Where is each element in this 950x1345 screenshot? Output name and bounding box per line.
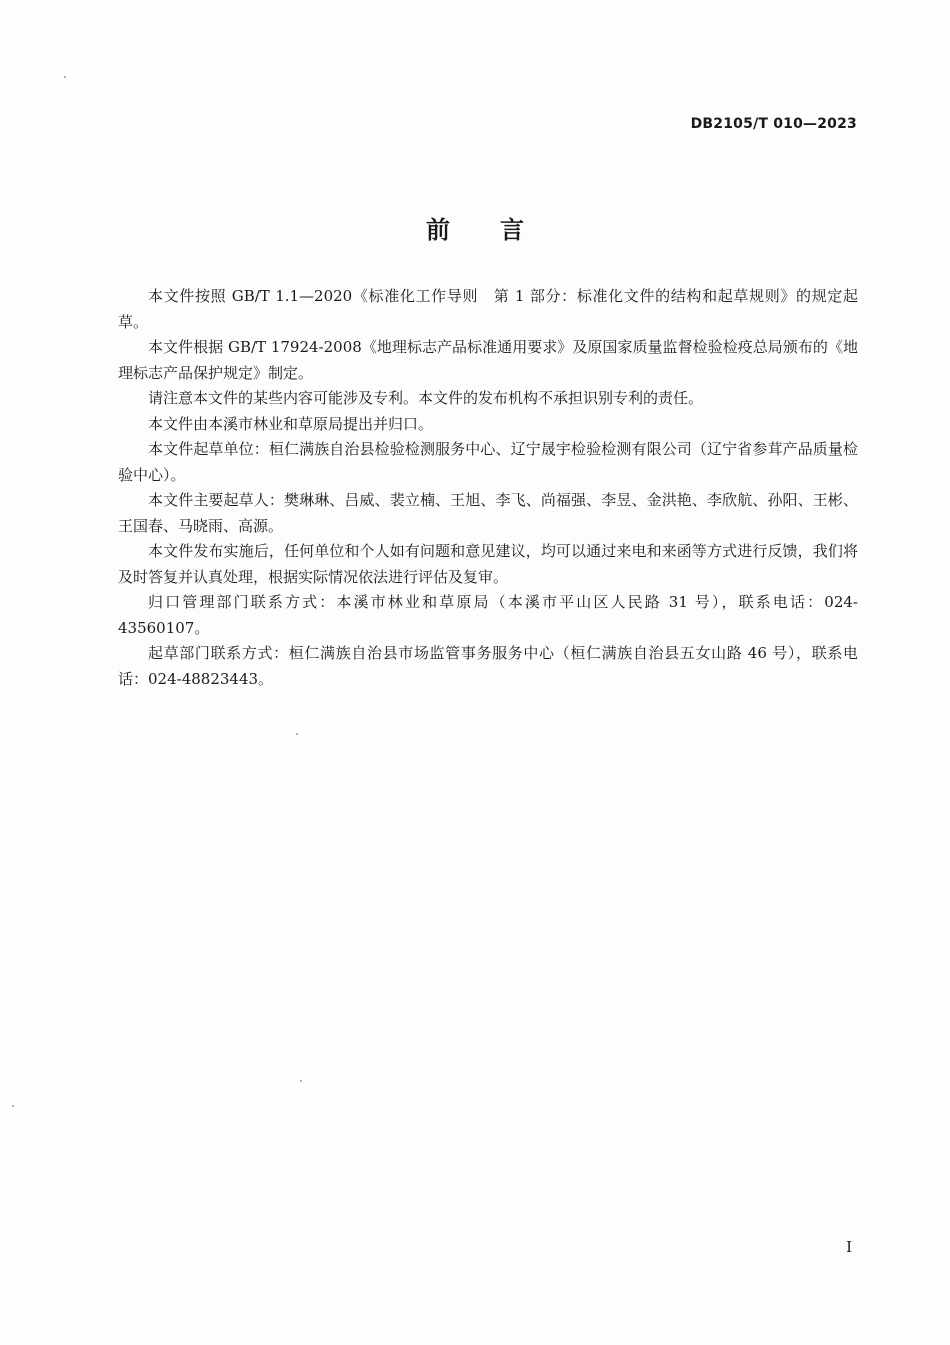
paragraph-proposer: 本文件由本溪市林业和草原局提出并归口。 [148, 414, 434, 433]
page-title: 前言 [426, 216, 574, 244]
paragraph-admin-contact: 归口管理部门联系方式：本溪市林业和草原局（本溪市平山区人民路 31 号），联系电话：024-43560107。 [118, 593, 858, 637]
scan-speck [296, 733, 298, 735]
paragraph-basis: 本文件根据 GB/T 17924-2008《地理标志产品标准通用要求》及原国家质量监督检验检疫总局颁布的《地理标志产品保护规定》制定。 [118, 338, 858, 382]
paragraph-drafting-units: 本文件起草单位：桓仁满族自治县检验检测服务中心、辽宁晟宇检验检测有限公司（辽宁省参茸产品质量检验中心）。 [118, 440, 858, 484]
scan-speck [12, 1105, 14, 1107]
paragraph-patent-notice: 请注意本文件的某些内容可能涉及专利。本文件的发布机构不承担识别专利的责任。 [148, 389, 704, 407]
scan-speck [64, 76, 66, 78]
scan-speck [300, 1080, 302, 1082]
page-number: I [846, 1238, 852, 1256]
foreword-body [118, 284, 858, 692]
paragraph-drafting-contact: 起草部门联系方式：桓仁满族自治县市场监管事务服务中心（桓仁满族自治县五女山路 46 号），联系电话：024-48823443。 [118, 644, 858, 688]
paragraph-drafting-rules: 本文件按照 GB/T 1.1—2020《标准化工作导则 第 1 部分：标准化文件的结构和起草规则》的规定起草。 [118, 287, 858, 331]
paragraph-feedback: 本文件发布实施后，任何单位和个人如有问题和意见建议，均可以通过来电和来函等方式进行反馈，我们将及时答复并认真处理，根据实际情况依法进行评估及复审。 [118, 542, 858, 586]
standard-code: DB2105/T 010—2023 [690, 116, 857, 132]
paragraph-drafters: 本文件主要起草人：樊琳琳、吕威、裴立楠、王旭、李飞、尚福强、李昱、金洪艳、李欣航、孙阳、王彬、王国春、马晓雨、高源。 [118, 491, 858, 535]
